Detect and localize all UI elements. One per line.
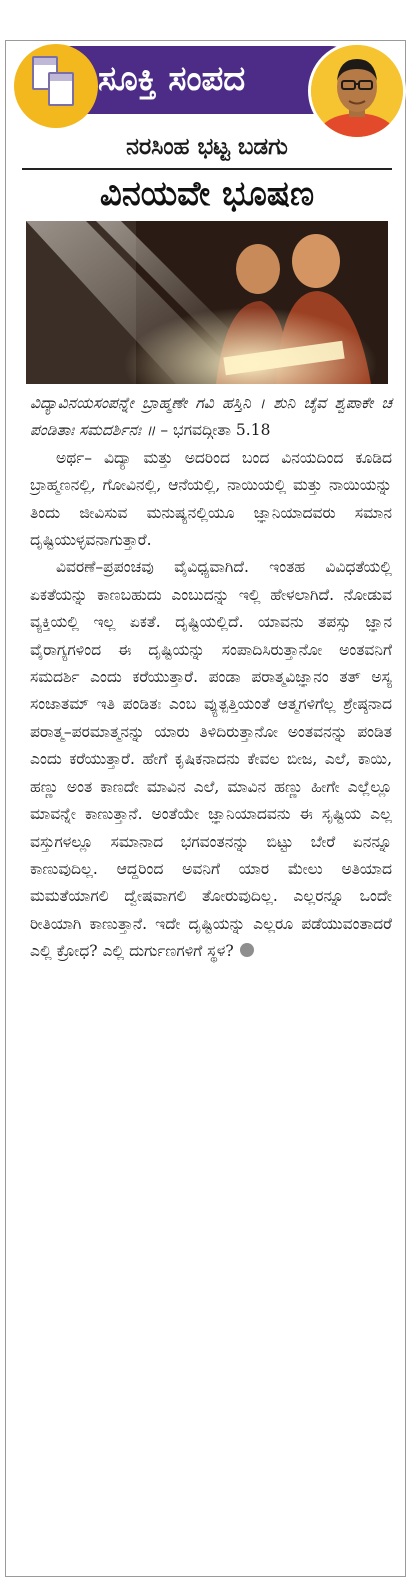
divider xyxy=(22,168,392,170)
verse-sanskrit: ವಿದ್ಯಾವಿನಯಸಂಪನ್ನೇ ಬ್ರಾಹ್ಮಣೇ ಗವಿ ಹಸ್ತಿನಿ । ಶುನಿ ಚೈವ ಶ್ವಪಾಕೇ ಚ ಪಂಡಿತಾಃ ಸಮದರ್ಶಿನಃ ॥ xyxy=(30,394,392,440)
explanation-text: ವಿವರಣೆ–ಪ್ರಪಂಚವು ವೈವಿಧ್ಯವಾಗಿದೆ. ಇಂತಹ ವಿವಿಧತೆಯಲ್ಲಿ ಏಕತೆಯನ್ನು ಕಾಣಬಹುದು ಎಂಬುದನ್ನು ಇಲ್ಲಿ ಹೇಳಲಾಗಿದೆ. ನೋಡುವ ವ್ಯಕ್ತಿಯಲ್ಲಿ ಇಲ್ಲ ಏಕತೆ. ದೃಷ್ಟಿಯಲ್ಲಿದೆ. ಯಾವನು ತಪಸ್ಸು ಜ್ಞಾನ ವೈರಾಗ್ಯಗಳಿಂದ ಈ ದೃಷ್ಟಿಯನ್ನು ಸಂಪಾದಿಸಿರುತ್ತಾನೋ ಅಂತವನಿಗೆ ಸಮದರ್ಶಿ ಎಂದು ಕರೆಯುತ್ತಾರೆ. ಪಂಡಾ ಪರಾತ್ಮವಿಜ್ಞಾನಂ ತತ್ ಅಸ್ಯ ಸಂಜಾತಮ್ ಇತಿ ಪಂಡಿತಃ ಎಂಬ ವ್ಯುತ್ಪತ್ತಿಯಂತೆ ಆತ್ಮಗಳಿಗೆಲ್ಲ ಶ್ರೇಷ್ಠನಾದ ಪರಾತ್ಮ–ಪರಮಾತ್ಮನನ್ನು ಯಾರು ತಿಳಿದಿರುತ್ತಾನೋ ಅಂತವನನ್ನು ಪಂಡಿತ ಎಂದು ಕರೆಯುತ್ತಾರೆ. ಹೇಗೆ ಕೃಷಿಕನಾದನು ಕೇವಲ ಬೀಜ, ಎಲೆ, ಕಾಯಿ, ಹಣ್ಣು ಅಂತ ಕಾಣದೇ ಮಾವಿನ ಎಲೆ, ಮಾವಿನ ಹಣ್ಣು ಹೀಗೇ ಎಲ್ಲೆಲ್ಲೂ ಮಾವನ್ನೇ ಕಾಣುತ್ತಾನೆ. ಅಂತೆಯೇ ಜ್ಞಾನಿಯಾದವನು ಈ ಸೃಷ್ಟಿಯ ಎಲ್ಲ ವಸ್ತುಗಳಲ್ಲೂ ಸಮಾನಾದ ಭಗವಂತನನ್ನು ಬಿಟ್ಟು ಬೇರೆ ಏನನ್ನೂ ಕಾಣುವುದಿಲ್ಲ. ಆದ್ದರಿಂದ ಅವನಿಗೆ ಯಾರ ಮೇಲು ಅತಿಯಾದ ಮಮತೆಯಾಗಲಿ ದ್ವೇಷವಾಗಲಿ ತೋರುವುದಿಲ್ಲ. ಎಲ್ಲರನ್ನೂ ಒಂದೇ ರೀತಿಯಾಗಿ ಕಾಣುತ್ತಾನೆ. ಇದೇ ದೃಷ್ಟಿಯನ್ನು ಎಲ್ಲರೂ ಪಡೆಯುವಂತಾದರೆ ಎಲ್ಲಿ ಕ್ರೋಧ? ಎಲ್ಲಿ ದುರ್ಗುಣಗಳಿಗೆ ಸ್ಥಳ? xyxy=(30,558,392,961)
explanation-paragraph xyxy=(30,554,392,965)
verse-text xyxy=(30,390,392,445)
author-name: ನರಸಿಂಹ ಭಟ್ಟ ಬಡಗು xyxy=(126,134,288,160)
verse-source: – ಭಗವದ್ಗೀತಾ 5.18 xyxy=(155,421,271,440)
column-title: ಸೂಕ್ತಿ ಸಂಪದ xyxy=(98,59,246,99)
article-body xyxy=(30,390,392,966)
article-headline: ವಿನಯವೇ ಭೂಷಣ xyxy=(99,174,315,214)
meaning-paragraph: ಅರ್ಥ– ವಿದ್ಯಾ ಮತ್ತು ಅದರಿಂದ ಬಂದ ವಿನಯದಿಂದ ಕೂಡಿದ ಬ್ರಾಹ್ಮಣನಲ್ಲಿ, ಗೋವಿನಲ್ಲಿ, ಆನೆಯಲ್ಲಿ, ನಾಯಿಯಲ್ಲಿ ಮತ್ತು ನಾಯಿಯನ್ನು ತಿಂದು ಜೀವಿಸುವ ಮನುಷ್ಯನಲ್ಲಿಯೂ ಜ್ಞಾನಿಯಾದವರು ಸಮಾನ ದೃಷ್ಟಿಯುಳ್ಳವನಾಗುತ್ತಾರೆ. xyxy=(30,448,392,550)
documents-icon xyxy=(14,44,98,128)
column-banner xyxy=(14,44,406,128)
article-photo xyxy=(26,221,388,384)
end-mark-icon xyxy=(240,943,254,957)
author-avatar xyxy=(308,42,406,140)
